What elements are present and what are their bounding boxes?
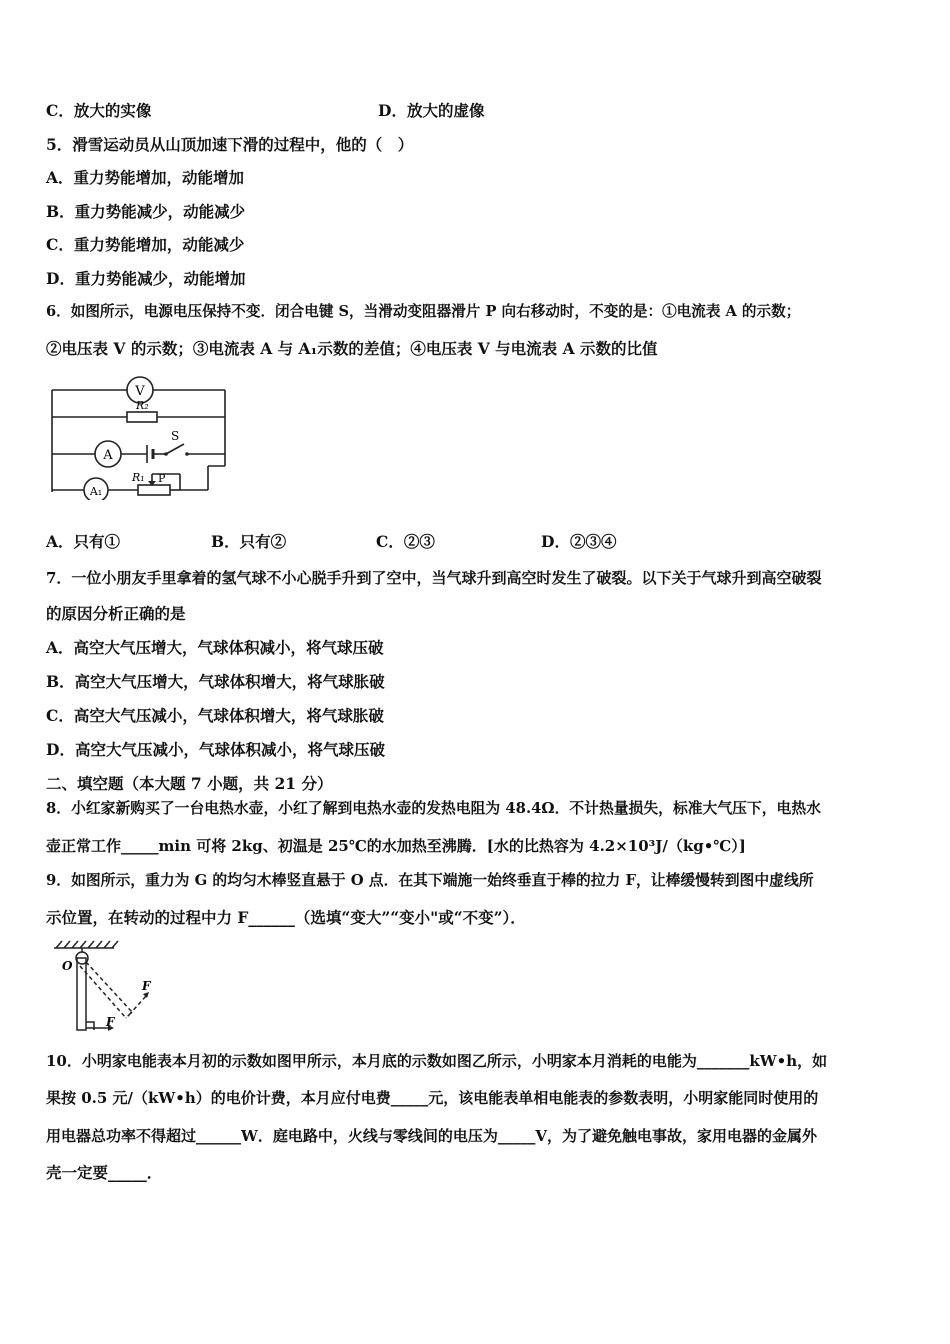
q10-line1: 10．小明家电能表本月初的示数如图甲所示，本月底的示数如图乙所示，小明家本月消耗的电能为_______kW•h，如 [46, 1052, 828, 1070]
pivot-o-label: O [62, 959, 73, 973]
force-f-dashed-label: F [142, 979, 151, 993]
switch-label: S [171, 429, 180, 443]
q8-line1: 8．小红家新购买了一台电热水壶，小红了解到电热水壶的发热电阻为 48.4Ω．不计热量损失，标准大气压下，电热水 [46, 800, 821, 817]
q9-lever-diagram [50, 940, 170, 1036]
q7-option-d: D．高空大气压减小，气球体积减小，将气球压破 [46, 740, 385, 759]
q4-option-c: C．放大的实像 [46, 101, 152, 120]
q5-option-a: A．重力势能增加，动能增加 [46, 168, 245, 187]
q5-option-d: D．重力势能减少，动能增加 [46, 269, 246, 288]
q5-option-b: B．重力势能减少，动能减少 [46, 202, 246, 221]
q10-line3: 用电器总功率不得超过______W．庭电路中，火线与零线间的电压为_____V，为了避免触电事故，家用电器的金属外 [46, 1127, 817, 1145]
q6-stem-line2: ②电压表 V 的示数；③电流表 A 与 A₁示数的差值；④电压表 V 与电流表 A 示数的比值 [46, 339, 658, 358]
q6-option-a: A．只有① [46, 532, 121, 551]
q6-option-b: B．只有② [211, 532, 287, 551]
q6-option-c: C．②③ [376, 532, 435, 551]
ammeter-a1-label: A₁ [89, 485, 103, 498]
q5-option-c: C．重力势能增加，动能减少 [46, 235, 245, 254]
q9-line2: 示位置，在转动的过程中力 F______（选填“变大”“变小"或“不变”）． [46, 908, 526, 927]
q7-stem-line2: 的原因分析正确的是 [46, 604, 186, 623]
q6-circuit-diagram [44, 374, 234, 500]
q7-option-a: A．高空大气压增大，气球体积减小，将气球压破 [46, 638, 384, 657]
q4-option-d: D．放大的虚像 [378, 101, 485, 120]
q5-stem: 5．滑雪运动员从山顶加速下滑的过程中，他的（ ） [46, 135, 414, 154]
force-f-label: F [106, 1015, 115, 1029]
section-heading: 二、填空题（本大题 7 小题，共 21 分） [46, 774, 333, 793]
q7-stem-line1: 7．一位小朋友手里拿着的氢气球不小心脱手升到了空中，当气球升到高空时发生了破裂。以下关于气球升到高空破裂 [46, 569, 822, 587]
r2-label: R₂ [136, 399, 149, 412]
q7-option-b: B．高空大气压增大，气球体积增大，将气球胀破 [46, 672, 385, 691]
q7-option-c: C．高空大气压减小，气球体积增大，将气球胀破 [46, 706, 384, 725]
r1-label: R₁ [132, 471, 145, 484]
q10-line2: 果按 0.5 元/（kW•h）的电价计费，本月应付电费_____元，该电能表单相电能表的参数表明，小明家能同时使用的 [46, 1089, 819, 1107]
q6-stem-line1: 6．如图所示，电源电压保持不变．闭合电键 S，当滑动变阻器滑片 P 向右移动时，不变的是：①电流表 A 的示数； [46, 303, 801, 320]
q10-line4: 壳一定要_____． [46, 1163, 163, 1182]
ammeter-label: A [103, 448, 113, 463]
q8-line2: 壶正常工作_____min 可将 2kg、初温是 25℃的水加热至沸腾．[水的比热容为 4.2×10³J/（kg•℃）] [46, 837, 746, 855]
voltmeter-label: V [135, 384, 145, 399]
q6-option-d: D．②③④ [541, 532, 617, 551]
slider-p-label: P [158, 472, 166, 485]
q9-line1: 9．如图所示，重力为 G 的均匀木棒竖直悬于 O 点．在其下端施一始终垂直于棒的拉力 F，让棒缓慢转到图中虚线所 [46, 872, 814, 889]
